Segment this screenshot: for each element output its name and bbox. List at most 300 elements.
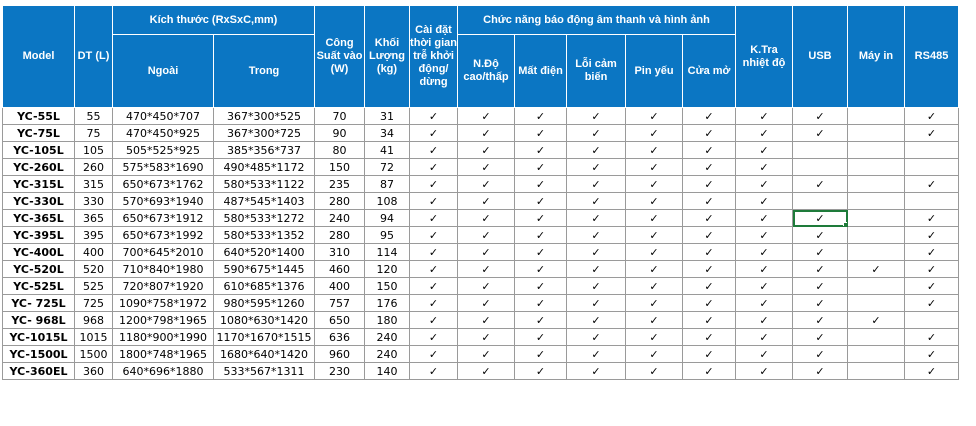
check-mark-icon: ✓ [649, 347, 659, 361]
cell-cai-dat [410, 363, 458, 380]
cell-cong-suat: 960 [315, 346, 365, 363]
check-mark-icon: ✓ [535, 245, 546, 259]
cell-dt: 330 [75, 193, 113, 210]
cell-pin-yeu [626, 363, 683, 380]
cell-loi-cam-bien [567, 210, 626, 227]
check-mark-icon: ✓ [535, 109, 546, 123]
cell-pin-yeu [626, 159, 683, 176]
table-row [3, 193, 959, 210]
check-mark-icon: ✓ [926, 364, 937, 378]
check-mark-icon: ✓ [926, 109, 937, 123]
cell-cong-suat: 90 [315, 125, 365, 142]
check-mark-icon: ✓ [871, 262, 881, 276]
check-mark-icon: ✓ [535, 126, 546, 140]
cell-usb[interactable] [793, 210, 848, 227]
cell-rs485 [905, 312, 959, 329]
table-row [3, 363, 959, 380]
cell-may-in [848, 108, 905, 125]
cell-mat-dien [515, 346, 567, 363]
cell-cua-mo [683, 261, 736, 278]
cell-dt: 395 [75, 227, 113, 244]
cell-cai-dat [410, 176, 458, 193]
cell-model: YC-395L [3, 227, 75, 244]
cell-kiem-tra [736, 193, 793, 210]
cell-ngoai: 505*525*925 [113, 142, 214, 159]
check-mark-icon: ✓ [591, 126, 601, 140]
check-mark-icon: ✓ [815, 126, 825, 140]
cell-trong: 367*300*525 [214, 108, 315, 125]
table-body [3, 108, 959, 380]
cell-nhiet-do [458, 176, 515, 193]
cell-ngoai: 720*807*1920 [113, 278, 214, 295]
table-row [3, 312, 959, 329]
cell-khoi-luong: 72 [365, 159, 410, 176]
check-mark-icon: ✓ [759, 296, 769, 310]
cell-loi-cam-bien [567, 261, 626, 278]
table-row [3, 125, 959, 142]
cell-cong-suat: 230 [315, 363, 365, 380]
cell-may-in [848, 363, 905, 380]
col-loi-cam-bien: Lỗi cảm biến [567, 35, 626, 108]
check-mark-icon: ✓ [815, 228, 825, 242]
check-mark-icon: ✓ [926, 228, 937, 242]
check-mark-icon: ✓ [591, 313, 601, 327]
check-mark-icon: ✓ [815, 245, 825, 259]
cell-trong: 1170*1670*1515 [214, 329, 315, 346]
cell-khoi-luong: 240 [365, 329, 410, 346]
cell-usb [793, 142, 848, 159]
check-mark-icon: ✓ [704, 262, 714, 276]
check-mark-icon: ✓ [759, 330, 769, 344]
cell-cong-suat: 280 [315, 193, 365, 210]
cell-khoi-luong: 87 [365, 176, 410, 193]
table-row [3, 159, 959, 176]
cell-usb [793, 125, 848, 142]
check-mark-icon: ✓ [704, 330, 714, 344]
cell-loi-cam-bien [567, 244, 626, 261]
check-mark-icon: ✓ [428, 313, 439, 327]
cell-kiem-tra [736, 210, 793, 227]
cell-usb [793, 295, 848, 312]
check-mark-icon: ✓ [759, 177, 769, 191]
cell-cong-suat: 240 [315, 210, 365, 227]
table-row [3, 346, 959, 363]
check-mark-icon: ✓ [428, 211, 439, 225]
cell-kiem-tra [736, 142, 793, 159]
cell-ngoai: 710*840*1980 [113, 261, 214, 278]
cell-ngoai: 1200*798*1965 [113, 312, 214, 329]
cell-pin-yeu [626, 295, 683, 312]
cell-cua-mo [683, 210, 736, 227]
check-mark-icon: ✓ [481, 279, 491, 293]
cell-mat-dien [515, 142, 567, 159]
cell-model: YC-105L [3, 142, 75, 159]
cell-cong-suat: 280 [315, 227, 365, 244]
col-rs485: RS485 [905, 6, 959, 108]
check-mark-icon: ✓ [926, 177, 937, 191]
check-mark-icon: ✓ [926, 330, 937, 344]
check-mark-icon: ✓ [649, 364, 659, 378]
cell-cong-suat: 150 [315, 159, 365, 176]
cell-nhiet-do [458, 312, 515, 329]
cell-usb [793, 261, 848, 278]
cell-ngoai: 570*693*1940 [113, 193, 214, 210]
check-mark-icon: ✓ [481, 296, 491, 310]
cell-trong: 487*545*1403 [214, 193, 315, 210]
check-mark-icon: ✓ [704, 245, 714, 259]
check-mark-icon: ✓ [649, 211, 659, 225]
check-mark-icon: ✓ [649, 160, 659, 174]
check-mark-icon: ✓ [759, 347, 769, 361]
check-mark-icon: ✓ [926, 279, 937, 293]
check-mark-icon: ✓ [481, 313, 491, 327]
cell-nhiet-do [458, 210, 515, 227]
cell-model: YC-75L [3, 125, 75, 142]
cell-cai-dat [410, 210, 458, 227]
check-mark-icon: ✓ [535, 228, 546, 242]
check-mark-icon: ✓ [535, 177, 546, 191]
cell-trong: 580*533*1272 [214, 210, 315, 227]
check-mark-icon: ✓ [649, 245, 659, 259]
cell-khoi-luong: 140 [365, 363, 410, 380]
cell-cua-mo [683, 295, 736, 312]
cell-pin-yeu [626, 108, 683, 125]
cell-nhiet-do [458, 125, 515, 142]
check-mark-icon: ✓ [759, 194, 769, 208]
cell-mat-dien [515, 159, 567, 176]
cell-kiem-tra [736, 261, 793, 278]
table-row [3, 210, 959, 227]
check-mark-icon: ✓ [591, 245, 601, 259]
check-mark-icon: ✓ [535, 296, 546, 310]
cell-nhiet-do [458, 227, 515, 244]
check-mark-icon: ✓ [649, 279, 659, 293]
cell-mat-dien [515, 210, 567, 227]
cell-pin-yeu [626, 312, 683, 329]
check-mark-icon: ✓ [428, 330, 439, 344]
check-mark-icon: ✓ [591, 143, 601, 157]
check-mark-icon: ✓ [815, 211, 825, 225]
check-mark-icon: ✓ [591, 160, 601, 174]
check-mark-icon: ✓ [759, 211, 769, 225]
cell-pin-yeu [626, 227, 683, 244]
cell-kiem-tra [736, 244, 793, 261]
check-mark-icon: ✓ [535, 279, 546, 293]
check-mark-icon: ✓ [591, 109, 601, 123]
cell-cong-suat: 757 [315, 295, 365, 312]
cell-rs485 [905, 261, 959, 278]
check-mark-icon: ✓ [759, 126, 769, 140]
cell-cai-dat [410, 261, 458, 278]
cell-cua-mo [683, 244, 736, 261]
cell-nhiet-do [458, 244, 515, 261]
col-cua-mo: Cửa mở [683, 35, 736, 108]
col-kich-thuoc: Kích thước (RxSxC,mm) [113, 6, 315, 35]
cell-loi-cam-bien [567, 159, 626, 176]
cell-cua-mo [683, 312, 736, 329]
check-mark-icon: ✓ [759, 364, 769, 378]
cell-rs485 [905, 159, 959, 176]
cell-kiem-tra [736, 159, 793, 176]
check-mark-icon: ✓ [704, 347, 714, 361]
cell-loi-cam-bien [567, 176, 626, 193]
cell-cua-mo [683, 108, 736, 125]
check-mark-icon: ✓ [649, 330, 659, 344]
cell-pin-yeu [626, 261, 683, 278]
cell-khoi-luong: 240 [365, 346, 410, 363]
cell-khoi-luong: 94 [365, 210, 410, 227]
cell-kiem-tra [736, 227, 793, 244]
check-mark-icon: ✓ [481, 347, 491, 361]
check-mark-icon: ✓ [704, 143, 714, 157]
cell-may-in [848, 159, 905, 176]
cell-ngoai: 650*673*1762 [113, 176, 214, 193]
cell-trong: 385*356*737 [214, 142, 315, 159]
col-cong-suat: Công Suất vào (W) [315, 6, 365, 108]
cell-trong: 580*533*1352 [214, 227, 315, 244]
cell-trong: 533*567*1311 [214, 363, 315, 380]
cell-model: YC-330L [3, 193, 75, 210]
check-mark-icon: ✓ [481, 160, 491, 174]
cell-may-in [848, 312, 905, 329]
check-mark-icon: ✓ [428, 109, 439, 123]
cell-kiem-tra [736, 125, 793, 142]
check-mark-icon: ✓ [704, 126, 714, 140]
cell-loi-cam-bien [567, 346, 626, 363]
check-mark-icon: ✓ [428, 347, 439, 361]
cell-pin-yeu [626, 142, 683, 159]
check-mark-icon: ✓ [759, 143, 769, 157]
cell-cai-dat [410, 227, 458, 244]
check-mark-icon: ✓ [704, 296, 714, 310]
check-mark-icon: ✓ [535, 313, 546, 327]
cell-loi-cam-bien [567, 108, 626, 125]
cell-rs485 [905, 346, 959, 363]
check-mark-icon: ✓ [535, 143, 546, 157]
check-mark-icon: ✓ [926, 347, 937, 361]
table-row [3, 142, 959, 159]
cell-mat-dien [515, 193, 567, 210]
table-row [3, 329, 959, 346]
check-mark-icon: ✓ [704, 177, 714, 191]
cell-cua-mo [683, 142, 736, 159]
col-pin-yeu: Pin yếu [626, 35, 683, 108]
cell-rs485 [905, 108, 959, 125]
cell-model: YC- 725L [3, 295, 75, 312]
cell-kiem-tra [736, 176, 793, 193]
cell-rs485 [905, 210, 959, 227]
cell-rs485 [905, 227, 959, 244]
check-mark-icon: ✓ [649, 313, 659, 327]
cell-cua-mo [683, 278, 736, 295]
cell-cai-dat [410, 346, 458, 363]
cell-trong: 980*595*1260 [214, 295, 315, 312]
cell-rs485 [905, 278, 959, 295]
check-mark-icon: ✓ [591, 228, 601, 242]
col-khoi-luong: Khối Lượng (kg) [365, 6, 410, 108]
cell-kiem-tra [736, 346, 793, 363]
cell-khoi-luong: 108 [365, 193, 410, 210]
cell-loi-cam-bien [567, 295, 626, 312]
check-mark-icon: ✓ [815, 347, 825, 361]
check-mark-icon: ✓ [815, 109, 825, 123]
cell-model: YC-525L [3, 278, 75, 295]
col-cai-dat: Cài đặt thời gian trễ khởi động/ dừng [410, 6, 458, 108]
cell-kiem-tra [736, 363, 793, 380]
cell-pin-yeu [626, 329, 683, 346]
cell-cai-dat [410, 159, 458, 176]
check-mark-icon: ✓ [926, 245, 937, 259]
cell-usb [793, 363, 848, 380]
cell-mat-dien [515, 125, 567, 142]
check-mark-icon: ✓ [591, 194, 601, 208]
check-mark-icon: ✓ [759, 313, 769, 327]
check-mark-icon: ✓ [815, 262, 825, 276]
check-mark-icon: ✓ [704, 160, 714, 174]
cell-mat-dien [515, 261, 567, 278]
cell-ngoai: 650*673*1992 [113, 227, 214, 244]
cell-loi-cam-bien [567, 312, 626, 329]
cell-mat-dien [515, 108, 567, 125]
check-mark-icon: ✓ [428, 228, 439, 242]
check-mark-icon: ✓ [759, 262, 769, 276]
cell-rs485 [905, 329, 959, 346]
cell-pin-yeu [626, 278, 683, 295]
cell-pin-yeu [626, 125, 683, 142]
check-mark-icon: ✓ [704, 211, 714, 225]
col-dt: DT (L) [75, 6, 113, 108]
col-chuc-nang: Chức năng báo động âm thanh và hình ảnh [458, 6, 736, 35]
cell-rs485 [905, 193, 959, 210]
cell-loi-cam-bien [567, 193, 626, 210]
check-mark-icon: ✓ [926, 262, 937, 276]
cell-cai-dat [410, 193, 458, 210]
check-mark-icon: ✓ [591, 347, 601, 361]
cell-trong: 490*485*1172 [214, 159, 315, 176]
cell-ngoai: 1800*748*1965 [113, 346, 214, 363]
check-mark-icon: ✓ [481, 143, 491, 157]
check-mark-icon: ✓ [428, 364, 439, 378]
cell-pin-yeu [626, 176, 683, 193]
cell-ngoai: 470*450*925 [113, 125, 214, 142]
cell-model: YC-365L [3, 210, 75, 227]
cell-loi-cam-bien [567, 125, 626, 142]
cell-pin-yeu [626, 210, 683, 227]
cell-usb [793, 278, 848, 295]
cell-may-in [848, 227, 905, 244]
cell-khoi-luong: 150 [365, 278, 410, 295]
check-mark-icon: ✓ [428, 160, 439, 174]
check-mark-icon: ✓ [428, 143, 439, 157]
cell-dt: 968 [75, 312, 113, 329]
cell-trong: 580*533*1122 [214, 176, 315, 193]
cell-may-in [848, 142, 905, 159]
cell-rs485 [905, 295, 959, 312]
check-mark-icon: ✓ [871, 313, 881, 327]
cell-ngoai: 700*645*2010 [113, 244, 214, 261]
cell-ngoai: 640*696*1880 [113, 363, 214, 380]
cell-ngoai: 1090*758*1972 [113, 295, 214, 312]
check-mark-icon: ✓ [481, 126, 491, 140]
cell-cua-mo [683, 329, 736, 346]
cell-cai-dat [410, 295, 458, 312]
check-mark-icon: ✓ [704, 109, 714, 123]
col-trong: Trong [214, 35, 315, 108]
cell-usb [793, 346, 848, 363]
cell-may-in [848, 244, 905, 261]
product-spec-table [2, 5, 959, 380]
cell-model: YC-55L [3, 108, 75, 125]
check-mark-icon: ✓ [759, 245, 769, 259]
cell-rs485 [905, 244, 959, 261]
check-mark-icon: ✓ [926, 211, 937, 225]
cell-pin-yeu [626, 346, 683, 363]
cell-cai-dat [410, 329, 458, 346]
cell-trong: 1680*640*1420 [214, 346, 315, 363]
cell-cai-dat [410, 244, 458, 261]
col-kiem-tra: K.Tra nhiệt độ [736, 6, 793, 108]
cell-cong-suat: 650 [315, 312, 365, 329]
cell-may-in [848, 125, 905, 142]
cell-model: YC-1015L [3, 329, 75, 346]
cell-cong-suat: 235 [315, 176, 365, 193]
check-mark-icon: ✓ [649, 143, 659, 157]
check-mark-icon: ✓ [535, 194, 546, 208]
cell-trong: 1080*630*1420 [214, 312, 315, 329]
cell-may-in [848, 176, 905, 193]
cell-usb [793, 108, 848, 125]
col-model: Model [3, 6, 75, 108]
cell-dt: 400 [75, 244, 113, 261]
cell-mat-dien [515, 329, 567, 346]
check-mark-icon: ✓ [428, 245, 439, 259]
col-ngoai: Ngoài [113, 35, 214, 108]
cell-dt: 1015 [75, 329, 113, 346]
check-mark-icon: ✓ [926, 126, 937, 140]
cell-usb [793, 312, 848, 329]
cell-mat-dien [515, 278, 567, 295]
table-row [3, 278, 959, 295]
cell-may-in [848, 329, 905, 346]
cell-mat-dien [515, 176, 567, 193]
cell-kiem-tra [736, 329, 793, 346]
check-mark-icon: ✓ [649, 296, 659, 310]
check-mark-icon: ✓ [759, 109, 769, 123]
cell-nhiet-do [458, 261, 515, 278]
cell-nhiet-do [458, 193, 515, 210]
col-may-in: Máy in [848, 6, 905, 108]
col-usb: USB [793, 6, 848, 108]
cell-pin-yeu [626, 244, 683, 261]
cell-may-in [848, 295, 905, 312]
cell-trong: 640*520*1400 [214, 244, 315, 261]
cell-trong: 610*685*1376 [214, 278, 315, 295]
cell-dt: 365 [75, 210, 113, 227]
check-mark-icon: ✓ [815, 330, 825, 344]
cell-cua-mo [683, 363, 736, 380]
cell-cai-dat [410, 108, 458, 125]
cell-cai-dat [410, 142, 458, 159]
cell-cua-mo [683, 227, 736, 244]
cell-model: YC-1500L [3, 346, 75, 363]
check-mark-icon: ✓ [535, 211, 546, 225]
cell-model: YC- 968L [3, 312, 75, 329]
cell-dt: 360 [75, 363, 113, 380]
cell-loi-cam-bien [567, 329, 626, 346]
table-row [3, 244, 959, 261]
cell-rs485 [905, 176, 959, 193]
cell-rs485 [905, 125, 959, 142]
